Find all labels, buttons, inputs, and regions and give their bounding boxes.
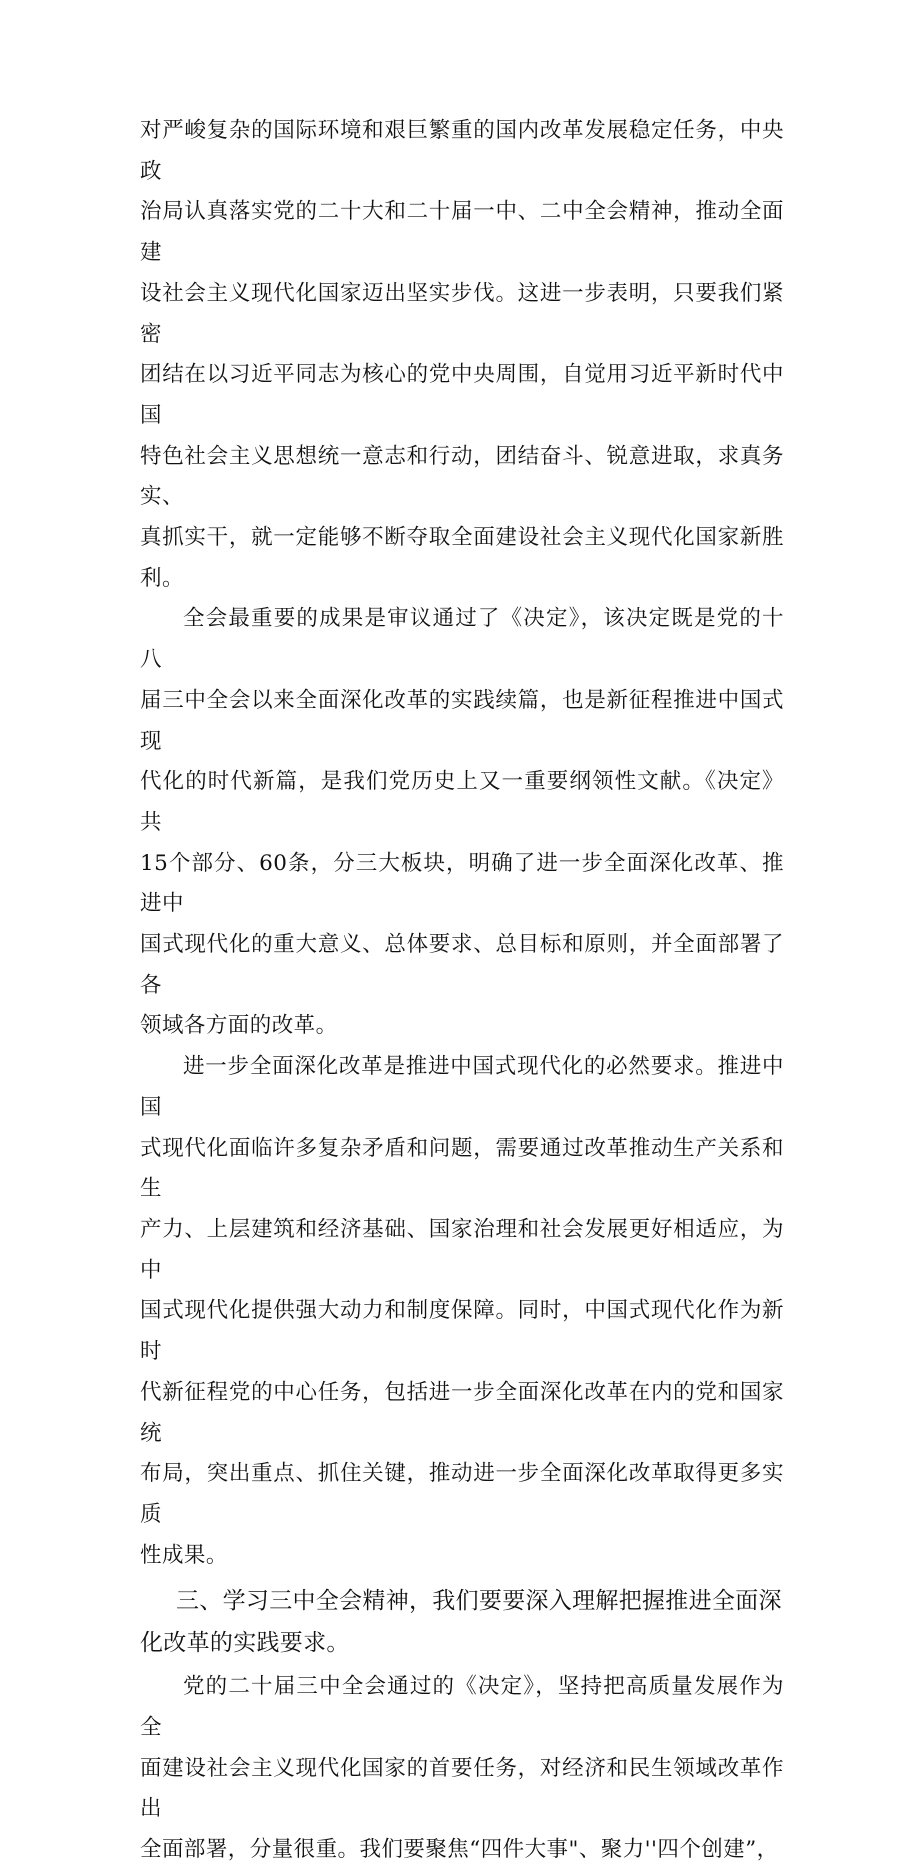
paragraph-4: 党的二十届三中全会通过的《决定》，坚持把高质量发展作为全 面建设社会主义现代化国家的首要任务，对经济和民生领域改革作出 全面部署，分量很重。我们要聚焦“四件大事"、聚力''四个创建”，: [140, 1674, 784, 1863]
section-heading: 三、学习三中全会精神，我们要要深入理解把握推进全面深 化改革的实践要求。: [140, 1588, 782, 1657]
paragraph-3: 进一步全面深化改革是推进中国式现代化的必然要求。推进中国 式现代化面临许多复杂矛盾和问题，需要通过改革推动生产关系和生 产力、上层建筑和经济基础、国家治理和社会发展更好相适应，为中 国式现代化提供强大动力和制度保障。同时，中国式现代化作为新时 代新征程党的中心任务，包括进一步全面深化改革在内的党和国家统 布局，突出重点、抓住关键，推动进一步全面深化改革取得更多实质 性成果。: [140, 1054, 784, 1568]
paragraph-2: 全会最重要的成果是审议通过了《决定》，该决定既是党的十八 届三中全会以来全面深化改革的实践续篇，也是新征程推进中国式现 代化的时代新篇，是我们党历史上又一重要纲领性文献。《决定》共 15个部分、60条，分三大板块，明确了进一步全面深化改革、推进中 国式现代化的重大意义、总体要求、总目标和原则，并全面部署了各 领域各方面的改革。: [140, 606, 784, 1039]
document-body: [140, 111, 784, 1871]
paragraph-1: 对严峻复杂的国际环境和艰巨繁重的国内改革发展稳定任务，中央政 治局认真落实党的二十大和二十届一中、二中全会精神，推动全面建 设社会主义现代化国家迈出坚实步伐。这进一步表明，只要我们紧密 团结在以习近平同志为核心的党中央周围，自觉用习近平新时代中国 特色社会主义思想统一意志和行动，团结奋斗、锐意进取，求真务实、 真抓实干，就一定能够不断夺取全面建设社会主义现代化国家新胜利。: [140, 118, 784, 591]
